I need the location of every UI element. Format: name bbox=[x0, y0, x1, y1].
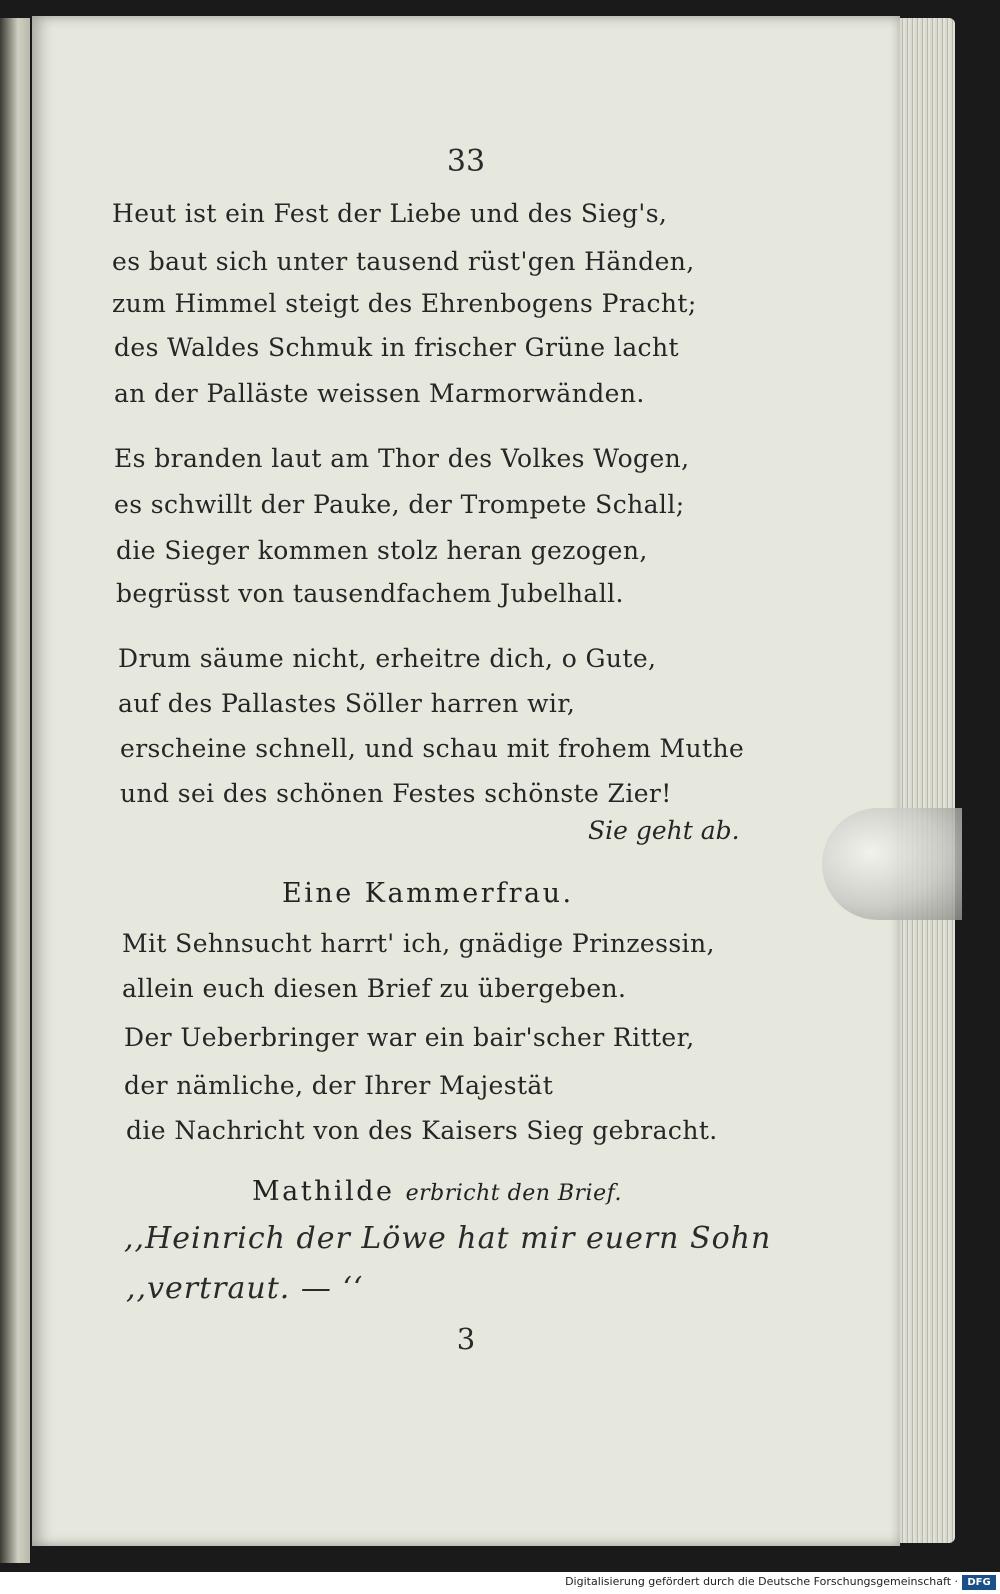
book-page bbox=[32, 16, 900, 1546]
verse-line: an der Palläste weissen Marmorwänden. bbox=[114, 379, 645, 408]
facing-page-edge bbox=[0, 18, 30, 1563]
verse-line: es schwillt der Pauke, der Trompete Schall; bbox=[114, 490, 685, 519]
verse-line: Heut ist ein Fest der Liebe und des Sieg's, bbox=[112, 199, 668, 228]
signature-mark: 3 bbox=[456, 1322, 476, 1356]
speech-line: Der Ueberbringer war ein bair'scher Ritter, bbox=[124, 1023, 695, 1052]
speech-line: allein euch diesen Brief zu übergeben. bbox=[122, 974, 627, 1003]
letter-line: ,,Heinrich der Löwe hat mir euern Sohn bbox=[124, 1221, 772, 1256]
speech-line: Mit Sehnsucht harrt' ich, gnädige Prinzessin, bbox=[122, 929, 715, 958]
footer-bar bbox=[0, 1572, 1000, 1594]
verse-line: zum Himmel steigt des Ehrenbogens Pracht; bbox=[112, 289, 697, 318]
footer-credit: Digitalisierung gefördert durch die Deutsche Forschungsgemeinschaft · bbox=[565, 1575, 958, 1588]
letter-line: ,,vertraut. — ‘‘ bbox=[126, 1271, 364, 1306]
scanner-thumb bbox=[822, 808, 962, 920]
speaker-direction: erbricht den Brief. bbox=[405, 1181, 622, 1206]
page-number: 33 bbox=[446, 144, 486, 179]
verse-line: des Waldes Schmuk in frischer Grüne lacht bbox=[114, 333, 679, 362]
speech-line: die Nachricht von des Kaisers Sieg gebracht. bbox=[126, 1116, 718, 1145]
verse-line: Es branden laut am Thor des Volkes Wogen, bbox=[114, 444, 690, 473]
dfg-logo: DFG bbox=[962, 1575, 996, 1590]
verse-line: es baut sich unter tausend rüst'gen Händen, bbox=[112, 247, 695, 276]
verse-line: und sei des schönen Festes schönste Zier! bbox=[120, 779, 672, 808]
speaker-name-text: Mathilde bbox=[252, 1176, 395, 1207]
speaker-name bbox=[252, 1176, 622, 1207]
verse-line: erscheine schnell, und schau mit frohem Muthe bbox=[120, 734, 745, 763]
speech-line: der nämliche, der Ihrer Majestät bbox=[124, 1071, 554, 1100]
speaker-name: Eine Kammerfrau. bbox=[282, 878, 574, 909]
verse-line: die Sieger kommen stolz heran gezogen, bbox=[116, 536, 648, 565]
verse-line: auf des Pallastes Söller harren wir, bbox=[118, 689, 576, 718]
verse-line: begrüsst von tausendfachem Jubelhall. bbox=[116, 579, 624, 608]
stage-direction: Sie geht ab. bbox=[588, 816, 740, 845]
verse-line: Drum säume nicht, erheitre dich, o Gute, bbox=[118, 644, 657, 673]
